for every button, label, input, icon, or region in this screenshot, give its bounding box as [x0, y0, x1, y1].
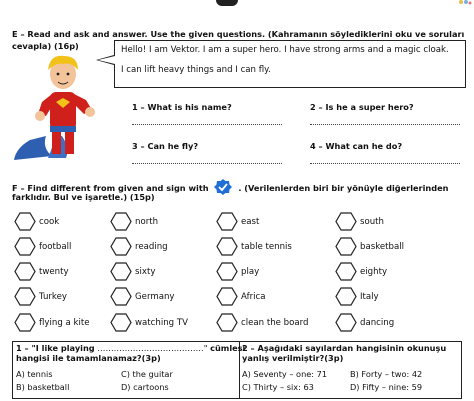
option-label: south — [360, 216, 384, 227]
option-label: dancing — [360, 317, 395, 328]
section-e-instruction-line1: E – Read and ask and answer. Use the given questions. (Kahramanın söylediklerini oku ve soruları — [12, 29, 465, 39]
answer-line-2[interactable] — [310, 123, 460, 125]
option-item[interactable] — [216, 212, 259, 231]
hexagon-checkbox-icon[interactable] — [110, 212, 132, 231]
q1-stem-line2: hangisi ile tamamlanamaz?(3p) — [16, 353, 161, 363]
section-e-instruction-line2: cevapla) (16p) — [12, 41, 79, 51]
section-f-instruction-line2: farklıdır. Bul ve işaretle.) (15p) — [12, 192, 155, 202]
q1-option-b[interactable]: B) basketball — [16, 382, 70, 392]
option-item[interactable] — [216, 313, 309, 332]
hexagon-checkbox-icon[interactable] — [110, 313, 132, 332]
option-item[interactable] — [14, 212, 59, 231]
speech-line1: Hello! I am Vektor. I am a super hero. I have strong arms and a magic cloak. — [121, 45, 449, 55]
q2-option-a[interactable]: A) Seventy – one: 71 — [242, 369, 328, 379]
hexagon-checkbox-icon[interactable] — [110, 262, 132, 281]
hexagon-checkbox-icon[interactable] — [110, 287, 132, 306]
q1-option-c[interactable]: C) the guitar — [121, 369, 173, 379]
option-item[interactable] — [335, 212, 384, 231]
q1-blank: …………………………………" — [97, 343, 208, 353]
hexagon-checkbox-icon[interactable] — [216, 313, 238, 332]
q2-option-d[interactable]: D) Fifty – nine: 59 — [350, 382, 423, 392]
section-f-instruction-line1: F – Find different from given and sign with . (Verilenlerden biri bir yönüyle diğerlerinden — [12, 178, 448, 196]
hexagon-checkbox-icon[interactable] — [335, 313, 357, 332]
option-item[interactable] — [335, 287, 379, 306]
option-item[interactable] — [110, 237, 168, 256]
option-item[interactable] — [110, 212, 158, 231]
hexagon-checkbox-icon[interactable] — [216, 262, 238, 281]
page-top-strip — [0, 0, 474, 14]
option-item[interactable] — [110, 262, 155, 281]
hexagon-checkbox-icon[interactable] — [335, 237, 357, 256]
option-label: twenty — [39, 266, 69, 277]
top-corner-decoration-icon — [458, 0, 472, 6]
option-label: Germany — [135, 291, 175, 302]
option-item[interactable] — [14, 313, 90, 332]
hexagon-checkbox-icon[interactable] — [216, 287, 238, 306]
superhero-illustration — [12, 52, 108, 162]
option-label: Africa — [241, 291, 266, 302]
option-label: east — [241, 216, 260, 227]
option-item[interactable] — [216, 287, 266, 306]
option-label: football — [39, 241, 72, 252]
option-label: watching TV — [135, 317, 188, 328]
hexagon-checkbox-icon[interactable] — [335, 212, 357, 231]
option-item[interactable] — [110, 287, 175, 306]
question-3: 3 – Can he fly? — [132, 141, 199, 151]
q1-option-a[interactable]: A) tennis — [16, 369, 53, 379]
answer-line-1[interactable] — [132, 123, 282, 125]
option-label: flying a kite — [39, 317, 90, 328]
option-label: reading — [135, 241, 168, 252]
option-item[interactable] — [14, 262, 69, 281]
option-label: Italy — [360, 291, 379, 302]
q2-stem-line2: yanlış verilmiştir?(3p) — [242, 353, 344, 363]
hexagon-checkbox-icon[interactable] — [335, 287, 357, 306]
option-item[interactable] — [14, 287, 67, 306]
option-item[interactable] — [110, 313, 188, 332]
q2-option-c[interactable]: C) Thirty – six: 63 — [242, 382, 314, 392]
speech-bubble — [114, 40, 466, 88]
q1-stem: 1 – "I like playing …………………………………" cümlesi hangisi ile tamamlanamaz?(3p) — [16, 343, 246, 363]
q1-option-d[interactable]: D) cartoons — [121, 382, 169, 392]
option-label: basketball — [360, 241, 405, 252]
option-label: clean the board — [241, 317, 309, 328]
option-label: north — [135, 216, 159, 227]
top-decoration-shape — [216, 0, 238, 6]
hexagon-checkbox-icon[interactable] — [14, 237, 36, 256]
option-item[interactable] — [335, 313, 394, 332]
hexagon-checkbox-icon[interactable] — [335, 262, 357, 281]
hexagon-checkbox-icon[interactable] — [216, 212, 238, 231]
option-item[interactable] — [335, 262, 387, 281]
q2-option-b[interactable]: B) Forty – two: 42 — [350, 369, 423, 379]
q2-stem — [242, 343, 464, 363]
option-item[interactable] — [216, 262, 259, 281]
option-label: eighty — [360, 266, 388, 277]
answer-line-4[interactable] — [310, 162, 460, 164]
hexagon-checkbox-icon[interactable] — [14, 287, 36, 306]
q1-stem-text: 1 – "I like playing — [16, 343, 95, 353]
option-item[interactable] — [335, 237, 404, 256]
option-item[interactable] — [14, 237, 71, 256]
hexagon-checkbox-icon[interactable] — [14, 262, 36, 281]
check-badge-icon — [213, 178, 233, 196]
hexagon-checkbox-icon[interactable] — [110, 237, 132, 256]
answer-line-3[interactable] — [132, 162, 282, 164]
question-4: 4 – What can he do? — [310, 141, 403, 151]
hexagon-checkbox-icon[interactable] — [216, 237, 238, 256]
speech-line2: I can lift heavy things and I can fly. — [121, 65, 271, 75]
question-1: 1 – What is his name? — [132, 102, 232, 112]
option-item[interactable] — [216, 237, 292, 256]
q2-stem-line1: 2 – Aşağıdaki sayılardan hangisinin okunuşu — [242, 343, 447, 353]
question-2: 2 – Is he a super hero? — [310, 102, 414, 112]
option-label: table tennis — [241, 241, 292, 252]
hexagon-checkbox-icon[interactable] — [14, 313, 36, 332]
option-label: play — [241, 266, 260, 277]
option-label: cook — [39, 216, 60, 227]
option-label: sixty — [135, 266, 156, 277]
hexagon-checkbox-icon[interactable] — [14, 212, 36, 231]
option-label: Turkey — [39, 291, 67, 302]
